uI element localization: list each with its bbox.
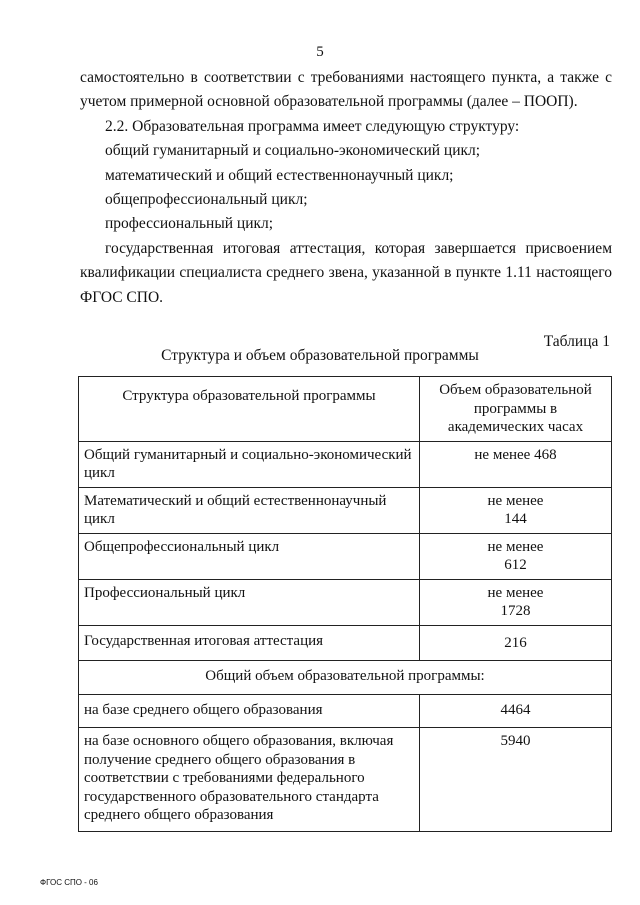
row-value: 4464 — [420, 694, 612, 728]
row-name: Общепрофессиональный цикл — [79, 533, 420, 579]
paragraph-line: государственная итоговая аттестация, которая завершается присвоением — [105, 239, 612, 257]
row-name: на базе основного общего образования, включая получение среднего общего образования в соответствии с требованиями федерального государственного образовательного стандарта среднего общего образования — [79, 728, 420, 832]
row-name: Общий гуманитарный и социально-экономический цикл — [79, 441, 420, 487]
paragraph-line: самостоятельно в соответствии с требованиями настоящего пункта, а также с — [80, 69, 612, 86]
value-line: не менее — [487, 492, 544, 509]
page-number: 5 — [316, 44, 324, 60]
value-line: не менее — [487, 538, 544, 555]
footer-code: ФГОС СПО - 06 — [40, 878, 98, 887]
paragraph-line: квалификации специалиста среднего звена, указанной в пункте 1.11 настоящего — [80, 264, 612, 282]
table-total-header-row — [79, 661, 612, 695]
row-value: 216 — [420, 625, 612, 661]
paragraph-line: общий гуманитарный и социально-экономический цикл; — [105, 142, 481, 160]
paragraph-line: ФГОС СПО. — [80, 288, 164, 306]
header-structure: Структура образовательной программы — [79, 377, 420, 442]
table-row — [79, 579, 612, 625]
row-name: на базе среднего общего образования — [79, 694, 420, 728]
value-line: 144 — [504, 511, 527, 527]
table-row — [79, 625, 612, 661]
header-volume: Объем образовательной программы в академических часах — [420, 377, 612, 442]
table-caption: Структура и объем образовательной программы — [161, 347, 479, 364]
paragraph-line: учетом примерной основной образовательной программы (далее – ПООП). — [80, 93, 578, 111]
body-text — [80, 66, 612, 310]
table-row — [79, 533, 612, 579]
paragraph-line: общепрофессиональный цикл; — [105, 191, 308, 209]
row-name: Государственная итоговая аттестация — [79, 625, 420, 661]
structure-table — [78, 376, 612, 832]
table-row — [79, 441, 612, 487]
table-label: Таблица 1 — [543, 333, 610, 350]
row-name: Математический и общий естественнонаучный цикл — [79, 487, 420, 533]
row-value — [420, 533, 612, 579]
table-header-row — [79, 377, 612, 442]
total-header: Общий объем образовательной программы: — [79, 661, 612, 695]
paragraph-line: математический и общий естественнонаучный цикл; — [105, 166, 454, 184]
value-line: 1728 — [500, 603, 531, 619]
table-row — [79, 728, 612, 832]
row-value: не менее 468 — [420, 441, 612, 487]
table-row — [79, 694, 612, 728]
row-value — [420, 579, 612, 625]
paragraph-line: 2.2. Образовательная программа имеет следующую структуру: — [105, 117, 520, 135]
row-name: Профессиональный цикл — [79, 579, 420, 625]
paragraph-line: профессиональный цикл; — [105, 215, 274, 233]
table-row — [79, 487, 612, 533]
value-line: 612 — [504, 557, 527, 573]
row-value: 5940 — [420, 728, 612, 832]
row-value — [420, 487, 612, 533]
value-line: не менее — [487, 584, 544, 601]
